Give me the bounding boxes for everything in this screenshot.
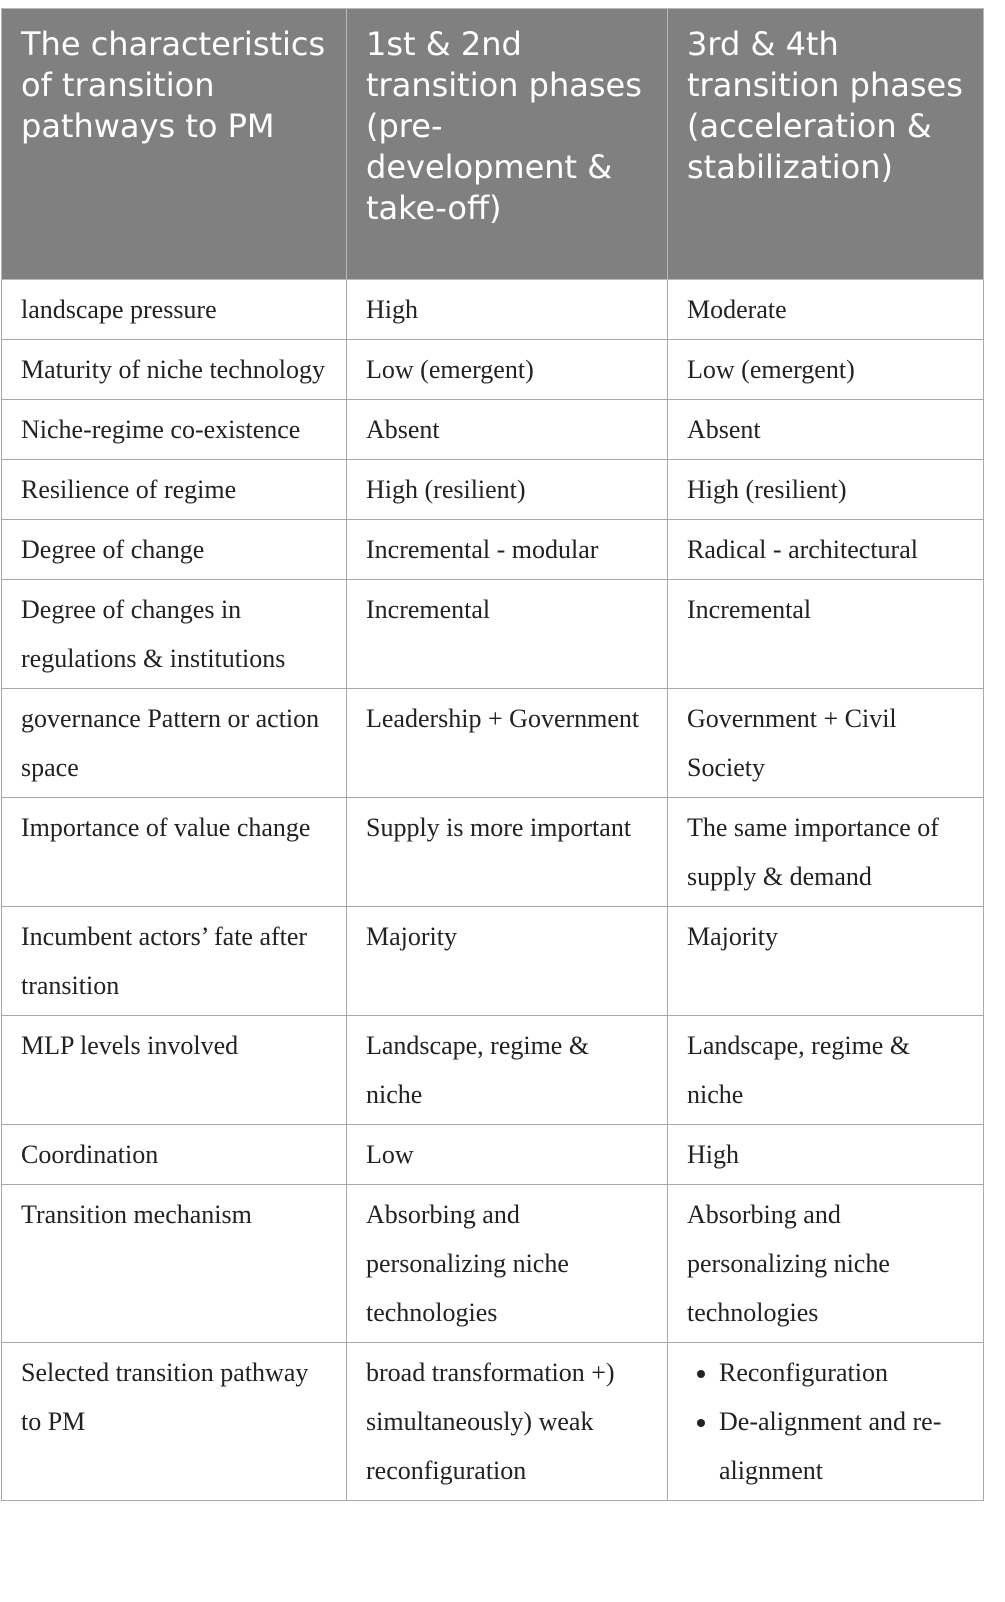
cell-phases-1-2: Absorbing and personalizing niche technologies (347, 1185, 668, 1343)
row-label: Selected transition pathway to PM (2, 1343, 347, 1501)
row-label: MLP levels involved (2, 1016, 347, 1125)
table-row (2, 1125, 984, 1185)
table-row (2, 460, 984, 520)
row-label: Transition mechanism (2, 1185, 347, 1343)
table-row (2, 798, 984, 907)
row-label: Coordination (2, 1125, 347, 1185)
cell-phases-1-2: Incremental (347, 580, 668, 689)
table-row (2, 400, 984, 460)
cell-phases-3-4: Moderate (668, 280, 984, 340)
cell-phases-3-4: Absorbing and personalizing niche technologies (668, 1185, 984, 1343)
cell-phases-1-2: Supply is more important (347, 798, 668, 907)
table-row (2, 520, 984, 580)
table-row (2, 1185, 984, 1343)
cell-phases-3-4: High (668, 1125, 984, 1185)
table-row (2, 340, 984, 400)
row-label: governance Pattern or action space (2, 689, 347, 798)
header-phases-1-2: 1st & 2nd transition phases (pre-development & take-off) (347, 9, 668, 280)
cell-phases-1-2: Low (emergent) (347, 340, 668, 400)
cell-phases-3-4 (668, 1343, 984, 1501)
header-phases-3-4: 3rd & 4th transition phases (acceleration & stabilization) (668, 9, 984, 280)
pathway-bullet-list (687, 1348, 965, 1495)
cell-phases-3-4: Landscape, regime & niche (668, 1016, 984, 1125)
table-row (2, 1016, 984, 1125)
cell-phases-3-4: Absent (668, 400, 984, 460)
row-label: Importance of value change (2, 798, 347, 907)
cell-phases-1-2: Leadership + Government (347, 689, 668, 798)
cell-phases-3-4: Incremental (668, 580, 984, 689)
bullet-item: • Reconfiguration (719, 1348, 965, 1397)
cell-phases-1-2: Low (347, 1125, 668, 1185)
table-row (2, 280, 984, 340)
transition-pathways-table (1, 8, 984, 1501)
row-label: landscape pressure (2, 280, 347, 340)
cell-phases-1-2: High (347, 280, 668, 340)
row-label: Degree of changes in regulations & institutions (2, 580, 347, 689)
cell-phases-1-2: Majority (347, 907, 668, 1016)
row-label: Incumbent actors’ fate after transition (2, 907, 347, 1016)
cell-phases-3-4: Low (emergent) (668, 340, 984, 400)
table-row (2, 907, 984, 1016)
cell-phases-1-2: Incremental - modular (347, 520, 668, 580)
cell-phases-1-2: broad transformation +) simultaneously) weak reconfiguration (347, 1343, 668, 1501)
cell-phases-1-2: High (resilient) (347, 460, 668, 520)
cell-phases-3-4: The same importance of supply & demand (668, 798, 984, 907)
bullet-item: • De-alignment and re-alignment (719, 1397, 965, 1495)
table-row (2, 580, 984, 689)
cell-phases-3-4: Majority (668, 907, 984, 1016)
cell-phases-1-2: Landscape, regime & niche (347, 1016, 668, 1125)
row-label: Niche-regime co-existence (2, 400, 347, 460)
row-label: Degree of change (2, 520, 347, 580)
cell-phases-3-4: Radical - architectural (668, 520, 984, 580)
table-row (2, 689, 984, 798)
row-label: Resilience of regime (2, 460, 347, 520)
header-characteristics: The characteristics of transition pathways to PM (2, 9, 347, 280)
cell-phases-3-4: Government + Civil Society (668, 689, 984, 798)
cell-phases-3-4: High (resilient) (668, 460, 984, 520)
header-row (2, 9, 984, 280)
row-label: Maturity of niche technology (2, 340, 347, 400)
cell-phases-1-2: Absent (347, 400, 668, 460)
table-row (2, 1343, 984, 1501)
